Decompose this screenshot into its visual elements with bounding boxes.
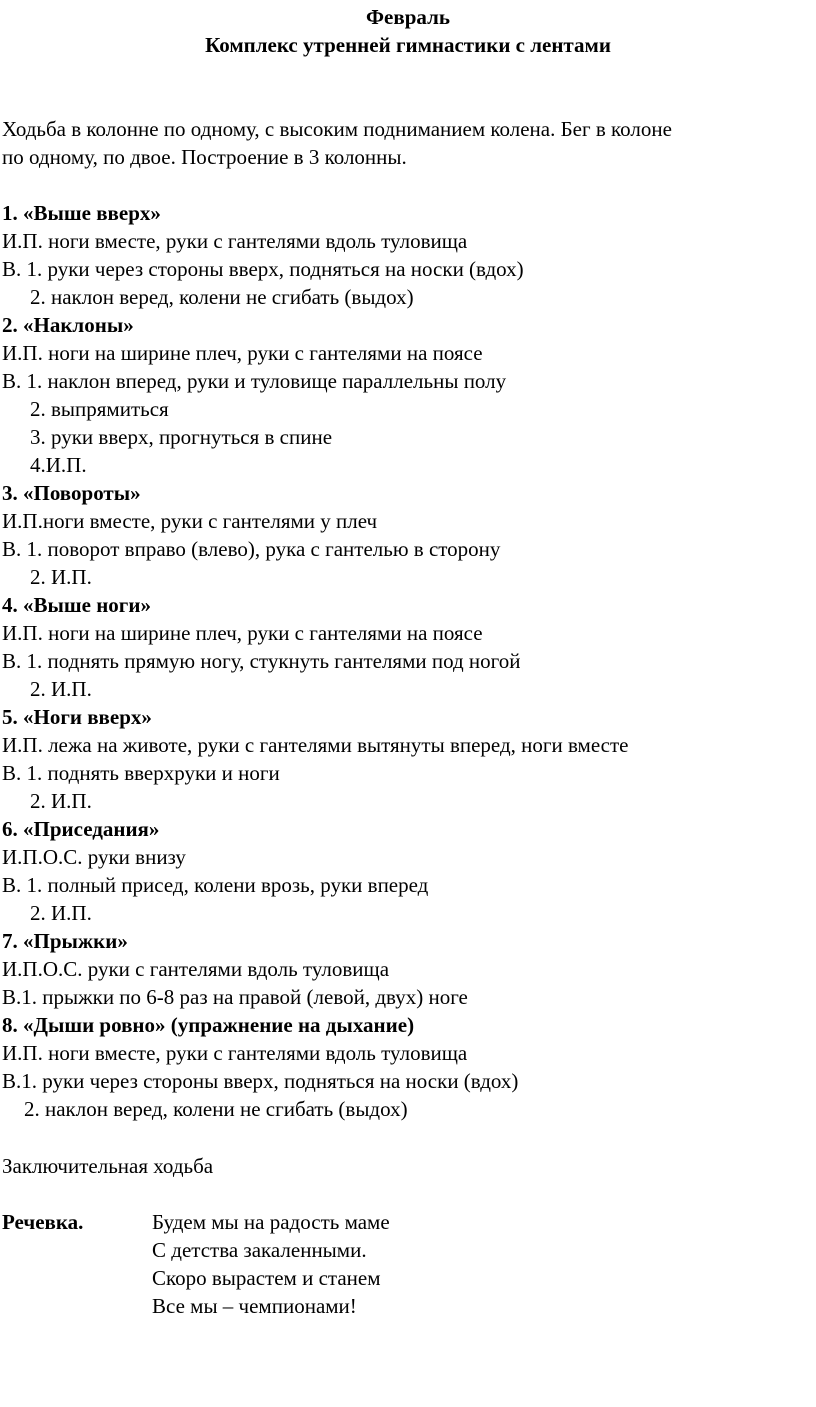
exercise-3-title: 3. «Повороты» (2, 481, 141, 505)
exercise-8-step-1: В.1. руки через стороны вверх, подняться на носки (вдох) (2, 1069, 519, 1093)
exercise-2-step-2: 2. выпрямиться (30, 397, 169, 421)
intro-line-2: по одному, по двое. Построение в 3 колонны. (2, 145, 407, 169)
exercise-2-step-1: В. 1. наклон вперед, руки и туловище параллельны полу (2, 369, 507, 393)
exercise-4-step-2: 2. И.П. (30, 677, 92, 701)
exercise-4-title: 4. «Выше ноги» (2, 593, 151, 617)
exercise-8-title: 8. «Дыши ровно» (упражнение на дыхание) (2, 1013, 415, 1037)
exercise-8-start: И.П. ноги вместе, руки с гантелями вдоль туловища (2, 1041, 468, 1065)
intro-line-1: Ходьба в колонне по одному, с высоким подниманием колена. Бег в колоне (2, 117, 672, 141)
exercise-6-title: 6. «Приседания» (2, 817, 160, 841)
exercise-7-title: 7. «Прыжки» (2, 929, 128, 953)
exercise-1-start: И.П. ноги вместе, руки с гантелями вдоль туловища (2, 229, 468, 253)
exercise-1-title: 1. «Выше вверх» (2, 201, 161, 225)
chant-line-1: Будем мы на радость маме (152, 1210, 390, 1234)
exercise-6-step-2: 2. И.П. (30, 901, 92, 925)
chant-label: Речевка. (2, 1210, 84, 1234)
exercise-1-step-1: В. 1. руки через стороны вверх, подняться на носки (вдох) (2, 257, 524, 281)
exercise-8-step-2: 2. наклон веред, колени не сгибать (выдох) (24, 1097, 408, 1121)
exercise-5-title: 5. «Ноги вверх» (2, 705, 152, 729)
exercise-6-step-1: В. 1. полный присед, колени врозь, руки вперед (2, 873, 429, 897)
chant-line-4: Все мы – чемпионами! (152, 1294, 357, 1318)
closing-walk: Заключительная ходьба (2, 1154, 214, 1178)
exercise-2-step-3: 3. руки вверх, прогнуться в спине (30, 425, 333, 449)
exercise-2-start: И.П. ноги на ширине плеч, руки с гантелями на поясе (2, 341, 483, 365)
exercise-5-step-2: 2. И.П. (30, 789, 92, 813)
exercise-2-title: 2. «Наклоны» (2, 313, 134, 337)
exercise-3-step-1: В. 1. поворот вправо (влево), рука с гантелью в сторону (2, 537, 501, 561)
exercise-3-start: И.П.ноги вместе, руки с гантелями у плеч (2, 509, 378, 533)
exercise-7-start: И.П.О.С. руки с гантелями вдоль туловища (2, 957, 390, 981)
exercise-4-step-1: В. 1. поднять прямую ногу, стукнуть гантелями под ногой (2, 649, 521, 673)
exercise-7-step-1: В.1. прыжки по 6-8 раз на правой (левой, двух) ноге (2, 985, 468, 1009)
exercise-5-step-1: В. 1. поднять вверхруки и ноги (2, 761, 280, 785)
chant-line-2: С детства закаленными. (152, 1238, 367, 1262)
page-title: Комплекс утренней гимнастики с лентами (205, 33, 611, 57)
exercise-5-start: И.П. лежа на животе, руки с гантелями вытянуты вперед, ноги вместе (2, 733, 629, 757)
exercise-1-step-2: 2. наклон веред, колени не сгибать (выдох) (30, 285, 414, 309)
chant-line-3: Скоро вырастем и станем (152, 1266, 381, 1290)
month-heading: Февраль (366, 5, 450, 29)
exercise-6-start: И.П.О.С. руки внизу (2, 845, 186, 869)
exercise-2-step-4: 4.И.П. (30, 453, 87, 477)
exercise-3-step-2: 2. И.П. (30, 565, 92, 589)
exercise-4-start: И.П. ноги на ширине плеч, руки с гантелями на поясе (2, 621, 483, 645)
